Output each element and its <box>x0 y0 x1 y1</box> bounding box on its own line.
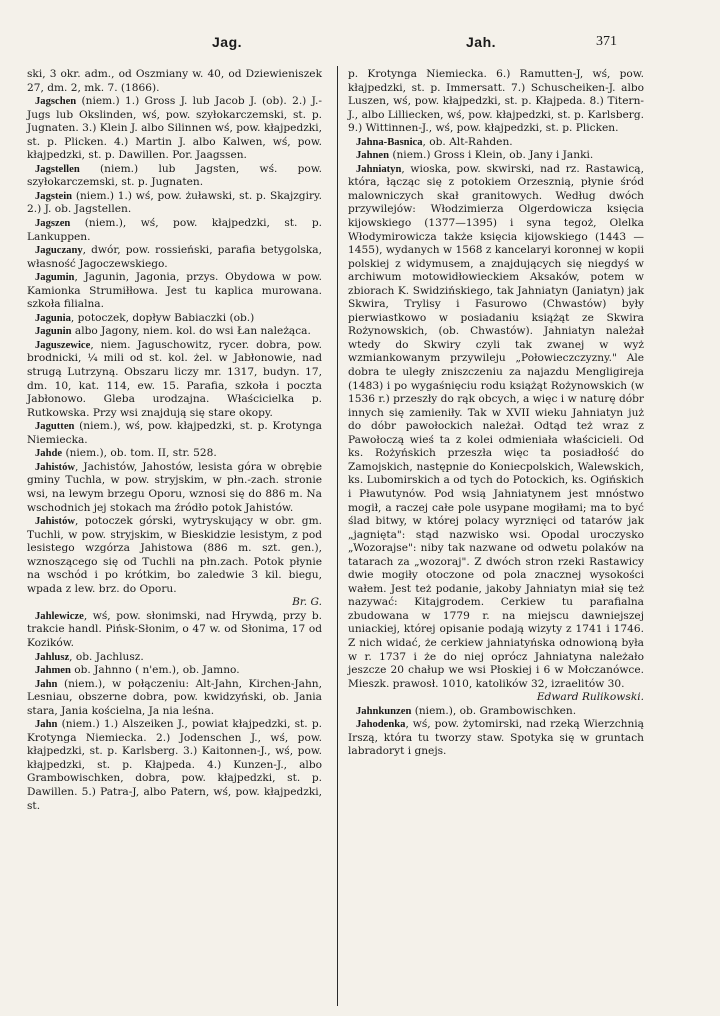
entry-text: Br. G. <box>292 596 322 609</box>
entry-text: Edward Rulikowski. <box>536 691 644 704</box>
entry-text: (niem.), wś, pow. kłajpedzki, st. p. Krotynga Niemiecka. <box>27 420 322 446</box>
dictionary-entry <box>348 718 644 759</box>
entry-text: , wioska, pow. skwirski, nad rz. Rastawicą, która, łącząc się z potokiem Orzesznią, płynie śród malowniczych skał granitowych. Według dwóch przywilejów: Włodzimierza Olgerdowicza księcia kijowskiego (1377—1395) i syna tegoż, Olelka Włodymirowicza także księcia kijowskiego (1443 — 1455), wydanych w 1568 z kancelaryi koronnej w kopii polskiej z widymusem, a znajdujących się niegdyś w archiwum motowidłowieckiem Aksaków, potem w zbiorach K. Swidzińskiego, tak Jahniatyn (Janiatyn) jak Skwira, Trylisy i Fasurowo (Chwastów) były pierwiastkowo w posiadaniu książąt ze Skwira Rożynowskich, (ob. Chwastów). Jahniatyn należał wtedy do Skwiry czyli tak zwanej w wyż wzmiankowanym przywileju „Połowieczczyzny." Ale dobra te uległy zniszczeniu za najazdu Mengligireja (1483) i po wygaśnięciu rodu książąt Rożynowskich (w 1536 r.) przeszły do rąk obcych, a więc i w naturę dóbr innych się zamieniły. Tak w XVII wieku Jahniatyn już do dóbr pawołockich należał. Odtąd też wraz z Pawołoczą wieś ta z kolei odmieniała właścicieli. Od ks. Rożyńskich przeszła więc ta posiadłość do Zamojskich, następnie do Koniecpolskich, Walewskich, ks. Lubomirskich a od tych do Potockich, ks. Ogińskich i Pławutynów. Pod wsią Jahniatynem jest mnóstwo mogił, a raczej całe pole usypane mogiłami; ma to być ślad bitwy, w której polacy wyrznięci od tatarów jak „jagnięta": stąd nazwisko wsi. Opodal uroczysko „Wozorajse": niby tak nazwane od odwetu polaków na tatarach za „wozoraj". Z dwóch stron rzeki Rastawicy dwie mogiły otoczone od pola znacznej wysokości wałem. Jest też podanie, jakoby Jahniatyn miał się też nazywać: Kitajgrodem. Cerkiew tu parafialna zbudowana w 1779 r. na miejscu dawniejszej uniackiej, której opisanie podają wizyty z 1741 i 1746. Z nich widać, że cerkiew jahniatyńska odnowioną była w r. 1737 i że do niej oprócz Jahniatyna należało jeszcze 20 chałup we wsi Płoskiej i 6 w Mołczanówce. Mieszk. prawosł. 1010, katolików 32, izraelitów 30. <box>348 162 644 690</box>
entry-headword: Jagunia <box>35 312 71 324</box>
entry-headword: Jahnkunzen <box>356 705 412 717</box>
left-running-head: Jag. <box>212 34 243 50</box>
entry-headword: Jahn <box>35 719 58 731</box>
entry-text: (niem.) 1.) Gross J. lub Jacob J. (ob). 2.) J.-Jugs lub Okslinden, wś, pow. szyłokarczemski, st. p. Jugnaten. 3.) Klein J. albo Silinnen wś, pow. kłajpedzki, st. p. Plicken. 4.) Martin J. albo Kalwen, wś, pow. kłajpedzki, st. p. Dawillen. Por. Jaagssen. <box>27 95 322 162</box>
author-signature <box>348 691 644 705</box>
entry-text: , wś, pow. słonimski, nad Hrywdą, przy b. trakcie handl. Pińsk-Słonim, o 47 w. od Słonima, 17 od Kozików. <box>27 609 322 649</box>
dictionary-entry <box>27 190 322 217</box>
dictionary-entry <box>27 325 322 339</box>
author-signature <box>27 596 322 610</box>
right-running-head: Jah. <box>466 34 497 50</box>
entry-headword: Jagstein <box>35 190 73 202</box>
dictionary-entry <box>27 339 322 420</box>
entry-headword: Jahde <box>35 448 63 460</box>
entry-text: (niem.), ob. tom. II, str. 528. <box>62 447 217 460</box>
entry-headword: Jahna-Basnica <box>356 136 423 148</box>
page-header <box>0 34 720 54</box>
page-number: 371 <box>596 34 617 49</box>
dictionary-entry <box>27 678 322 719</box>
entry-text: , ob. Alt-Rahden. <box>422 135 513 148</box>
right-column <box>348 68 644 759</box>
dictionary-entry <box>27 68 322 95</box>
entry-text: , dwór, pow. rossieński, parafia betygolska, własność Jagoczewskiego. <box>27 244 322 270</box>
dictionary-entry <box>27 610 322 651</box>
entry-headword: Jagumin <box>35 272 75 284</box>
entry-headword: Jagstellen <box>35 163 80 175</box>
entry-text: (niem.) lub Jagsten, wś. pow. szyłokarczemski, st. p. Jugnaten. <box>27 162 322 189</box>
left-column <box>27 68 322 813</box>
dictionary-entry <box>27 312 322 326</box>
entry-headword: Jahlewicze <box>35 610 84 622</box>
dictionary-entry <box>348 163 644 691</box>
entry-text: (niem.), wś, pow. kłajpedzki, st. p. Lankuppen. <box>27 217 322 243</box>
entry-text: , Jachistów, Jahostów, lesista góra w obrębie gminy Tuchla, w pow. stryjskim, w płn.-zach. stronie wsi, na lewym brzegu Oporu, wznosi się do 886 m. Na wschodnich jej stokach ma źródło potok Jahistów. <box>27 460 322 514</box>
entry-headword: Jahlusz <box>35 651 70 663</box>
dictionary-entry <box>27 244 322 271</box>
dictionary-entry <box>27 461 322 515</box>
entry-text: ski, 3 okr. adm., od Oszmiany w. 40, od Dziewieniszek 27, dm. 2, mk. 7. (1866). <box>27 68 322 94</box>
entry-headword: Jahmen <box>35 665 71 677</box>
dictionary-entry <box>348 149 644 163</box>
entry-headword: Jahistów <box>35 516 76 528</box>
entry-headword: Jagszen <box>35 218 71 230</box>
entry-headword: Jagunin <box>35 326 72 338</box>
entry-headword: Jagutten <box>35 421 75 433</box>
entry-headword: Jagschen <box>35 96 77 108</box>
entry-text: (niem.), ob. Grambowischken. <box>411 704 577 717</box>
entry-text: ob. Jahnno ( n'em.), ob. Jamno. <box>70 664 240 677</box>
entry-text: , Jagunin, Jagonia, przys. Obydowa w pow. Kamionka Strumiłłowa. Jest tu kaplica murowana. szkoła filialna. <box>27 271 322 311</box>
dictionary-entry <box>27 651 322 665</box>
dictionary-entry <box>348 68 644 136</box>
dictionary-entry <box>27 217 322 244</box>
entry-text: , wś, pow. żytomirski, nad rzeką Wierzchnią Irszą, która tu tworzy staw. Spotyka się w gruntach labradoryt i gnejs. <box>348 718 644 758</box>
dictionary-entry <box>27 718 322 813</box>
entry-text: (niem.) 1.) wś, pow. żuławski, st. p. Skajzgiry. 2.) J. ob. Jagstellen. <box>27 189 322 216</box>
entry-headword: Jahn <box>35 678 58 690</box>
dictionary-entry <box>27 420 322 447</box>
entry-text: (niem.), w połączeniu: Alt-Jahn, Kirchen-Jahn, Lesniau, obszerne dobra, pow. kwidzyński, ob. Jania stara, Jania kościelna, Ja nia leśna. <box>27 677 322 717</box>
entry-text: albo Jagony, niem. kol. do wsi Łan należąca. <box>71 325 311 338</box>
entry-headword: Jahodenka <box>356 719 406 731</box>
entry-headword: Jahistów <box>35 461 76 473</box>
dictionary-entry <box>348 136 644 150</box>
dictionary-entry <box>27 95 322 163</box>
entry-text: p. Krotynga Niemiecka. 6.) Ramutten-J, wś, pow. kłajpedzki, st. p. Immersatt. 7.) Schuscheiken-J. albo Luszen, wś, pow. kłajpedzki, st. p. Kłajpeda. 8.) Titern-J., albo Lilliecken, wś, pow. kłajpedzki, st. p. Karlsberg. 9.) Wittinnen-J., wś, pow. kłajpedzki, st. p. Plicken. <box>348 68 644 135</box>
dictionary-entry <box>27 163 322 190</box>
dictionary-entry <box>27 515 322 596</box>
entry-text: , ob. Jachlusz. <box>69 650 144 663</box>
dictionary-entry <box>27 447 322 461</box>
entry-headword: Jahniatyn <box>356 163 402 175</box>
entry-text: (niem.) 1.) Alszeiken J., powiat kłajpedzki, st. p. Krotynga Niemiecka. 2.) Jodenschen J., wś, pow. kłajpedzki, st. p. Karlsberg. 3.) Kaitonnen-J., wś, pow. kłajpedzki, st. p. Kłajpeda. 4.) Kunzen-J., albo Grambowischken, dobra, pow. kłajpedzki, st. p. Dawillen. 5.) Patra-J, albo Patern, wś, pow. kłajpedzki, st. <box>27 718 322 812</box>
column-divider <box>337 66 338 1006</box>
entry-text: , potoczek, dopływ Babiaczki (ob.) <box>70 311 255 324</box>
entry-text: , niem. Jaguschowitz, rycer. dobra, pow. brodnicki, ¼ mili od st. kol. żel. w Jabłonowie, nad strugą Lutrzyną. Obszaru liczy mr. 1317, budyn. 17, dm. 10, kat. 114, ew. 15. Parafia, szkoła i poczta Jabłonowo. Gleba urodzajna. Właścicielka p. Rutkowska. Przy wsi znajdują się stare okopy. <box>27 338 322 419</box>
dictionary-entry <box>348 705 644 719</box>
entry-headword: Jaguczany <box>35 245 83 257</box>
entry-headword: Jahnen <box>356 150 389 162</box>
entry-text: , potoczek górski, wytryskujący w obr. gm. Tuchli, w pow. stryjskim, w Bieskidzie lesistym, z pod lesistego wzgórza Jahistowa (886 m. szt. gen.), wznoszącego się od Tuchli na płn.zach. Potok płynie na wschód i po krótkim, bo zaledwie 3 kil. biegu, wpada z lew. brz. do Oporu. <box>27 515 322 595</box>
dictionary-entry <box>27 664 322 678</box>
dictionary-entry <box>27 271 322 312</box>
entry-text: (niem.) Gross i Klein, ob. Jany i Janki. <box>388 149 594 162</box>
entry-headword: Jaguszewice <box>35 339 91 351</box>
